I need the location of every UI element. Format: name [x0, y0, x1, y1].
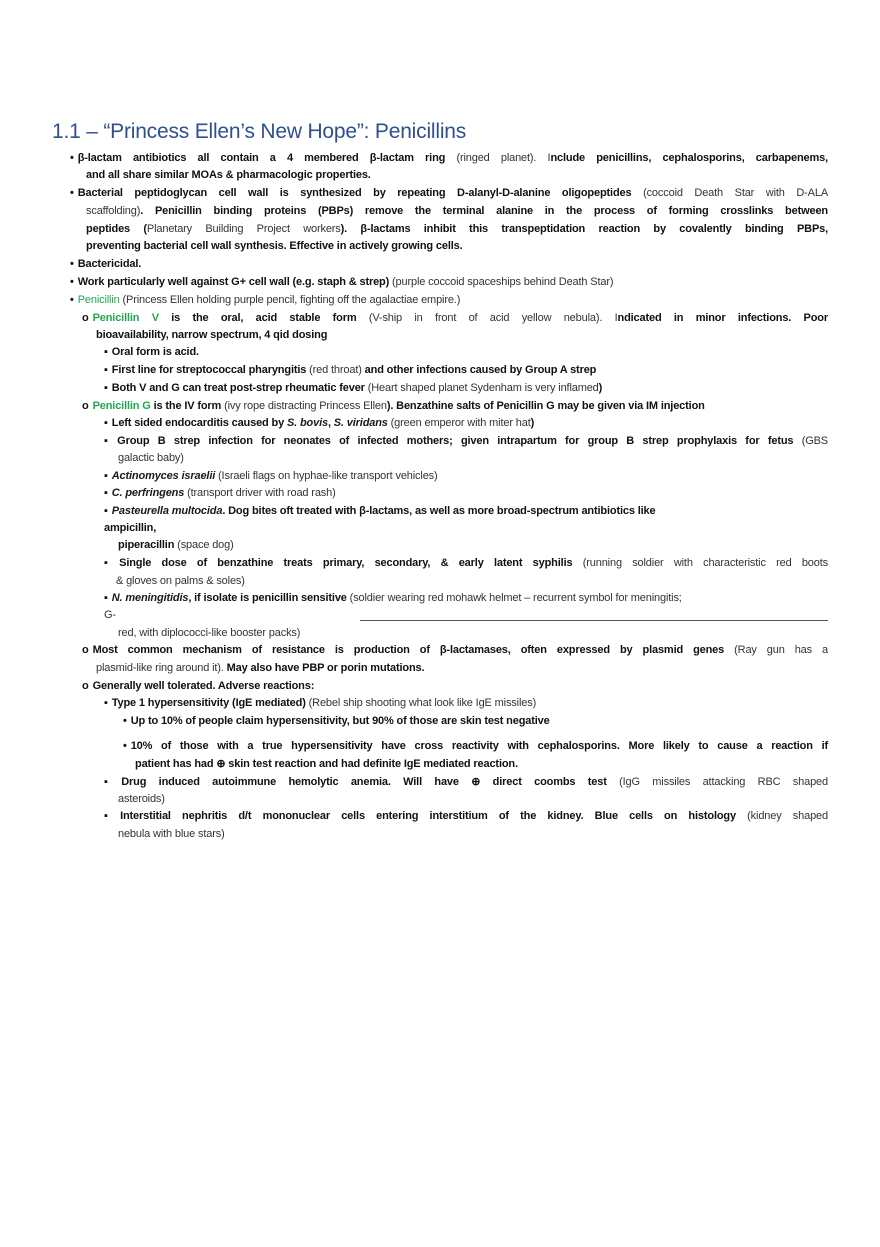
- plain-text: (kidney shaped: [735, 810, 828, 822]
- plain-text: (Rebel ship shooting what look like IgE missiles): [305, 697, 537, 709]
- text-line: [86, 168, 371, 183]
- bold-text: ): [598, 382, 603, 394]
- text-line: [96, 661, 424, 676]
- list-marker: •: [123, 715, 127, 727]
- text-line: [118, 451, 184, 466]
- plain-text: Planetary Building Project workers: [146, 223, 341, 235]
- bold-text: 10% of those with a true hypersensitivity have cross reactivity with cephalosporins. More likely to cause a reaction if: [130, 740, 828, 752]
- plain-text: (GBS: [793, 435, 828, 447]
- list-marker: ▪: [104, 557, 116, 569]
- list-marker: ▪: [104, 592, 108, 604]
- list-marker: ▪: [104, 697, 108, 709]
- bold-text: Interstitial nephritis d/t mononuclear cells entering interstitium of the kidney. Blue cells on histology: [120, 810, 736, 822]
- list-marker: •: [70, 294, 74, 306]
- text-line: [118, 538, 234, 553]
- plain-text: (transport driver with road rash): [184, 487, 336, 499]
- bold-text: Generally well tolerated. Adverse reactions:: [92, 680, 315, 692]
- text-line: [104, 521, 156, 536]
- plain-text: (Princess Ellen holding purple pencil, fighting off the agalactiae empire.): [119, 294, 461, 306]
- list-marker: •: [70, 152, 74, 164]
- text-line: [118, 792, 165, 807]
- list-marker: o: [82, 400, 89, 412]
- plain-text: plasmid-like ring around it).: [96, 662, 227, 674]
- bold-text: , if isolate is penicillin sensitive: [188, 592, 347, 604]
- bold-text: Left sided endocarditis caused by: [111, 417, 287, 429]
- bold-text: . Penicillin binding proteins (PBPs) remove the terminal alanine in the process of forming crosslinks between: [140, 205, 828, 217]
- plain-text: (soldier wearing red mohawk helmet – recurrent symbol for meningitis;: [346, 592, 682, 604]
- list-marker: o: [82, 312, 89, 324]
- bold-text: β-lactam antibiotics all contain a 4 membered β-lactam ring: [77, 152, 446, 164]
- bold-text: is the IV form: [150, 400, 222, 412]
- plain-text: (Heart shaped planet Sydenham is very inflamed: [364, 382, 599, 394]
- text-line: [104, 696, 536, 711]
- list-marker: •: [70, 276, 74, 288]
- plain-text: (IgG missiles attacking RBC shaped: [606, 776, 828, 788]
- drug-name: Penicillin G: [92, 400, 151, 412]
- list-marker: ▪: [104, 417, 108, 429]
- text-line: [104, 556, 828, 571]
- bold-text: Single dose of benzathine treats primary, secondary, & early latent syphilis: [119, 557, 573, 569]
- bold-text: Group B strep infection for neonates of infected mothers; given intrapartum for group B strep prophylaxis for fetus: [117, 435, 794, 447]
- text-line: [135, 757, 518, 772]
- list-marker: o: [82, 680, 89, 692]
- italic-term: C. perfringens: [111, 487, 185, 499]
- plain-text: (Israeli flags on hyphae-like transport vehicles): [215, 470, 438, 482]
- plain-text: (V-ship in front of acid yellow nebula). I: [356, 312, 618, 324]
- bold-text: and all share similar MOAs & pharmacologic properties.: [86, 169, 371, 181]
- text-line: [104, 775, 828, 790]
- list-marker: •: [70, 258, 74, 270]
- text-line: [70, 293, 460, 308]
- plain-text: G-: [104, 609, 116, 621]
- plain-text: galactic baby): [118, 452, 184, 464]
- plain-text: asteroids): [118, 793, 165, 805]
- plain-text: (Ray gun has a: [724, 644, 828, 656]
- bold-text: Bactericidal.: [77, 258, 142, 270]
- list-marker: ▪: [104, 810, 117, 822]
- text-line: [118, 626, 300, 641]
- bold-text: is the oral, acid stable form: [158, 312, 357, 324]
- bold-text: Both V and G can treat post-strep rheumatic fever: [111, 382, 365, 394]
- bold-text: . Dog bites oft treated with β-lactams, as well as more broad-spectrum antibiotics like: [222, 505, 656, 517]
- text-line: [118, 827, 225, 842]
- bold-text: ). Benzathine salts of Penicillin G may be given via IM injection: [386, 400, 705, 412]
- list-marker: o: [82, 644, 89, 656]
- bold-text: Up to 10% of people claim hypersensitivity, but 90% of those are skin test negative: [130, 715, 550, 727]
- bold-text: Oral form is acid.: [111, 346, 199, 358]
- text-line: [82, 311, 828, 326]
- italic-term: Actinomyces israelii: [111, 470, 216, 482]
- text-line: [104, 416, 534, 431]
- drug-name: Penicillin: [77, 294, 120, 306]
- bold-text: Work particularly well against G+ cell wall (e.g. staph & strep): [77, 276, 390, 288]
- horizontal-rule: [360, 620, 828, 621]
- plain-text: (red throat): [306, 364, 362, 376]
- bold-text: Drug induced autoimmune hemolytic anemia. Will have ⊕ direct coombs test: [121, 776, 607, 788]
- text-line: [82, 643, 828, 658]
- text-line: [104, 504, 655, 519]
- bold-text: and other infections caused by Group A strep: [361, 364, 597, 376]
- bold-text: Bacterial peptidoglycan cell wall is synthesized by repeating D-alanyl-D-alanine oligopeptides: [77, 187, 632, 199]
- text-line: [82, 399, 705, 414]
- bold-text: ampicillin,: [104, 522, 157, 534]
- text-line: [104, 608, 116, 623]
- text-line: [70, 151, 828, 166]
- bold-text: ). β-lactams inhibit this transpeptidation reaction by covalently binding PBPs,: [340, 223, 829, 235]
- text-line: [104, 809, 828, 824]
- list-marker: ▪: [104, 776, 118, 788]
- drug-name: Penicillin V: [92, 312, 159, 324]
- bold-text: piperacillin: [118, 539, 175, 551]
- text-line: [104, 469, 438, 484]
- plain-text: (running soldier with characteristic red boots: [572, 557, 828, 569]
- text-line: [123, 739, 828, 754]
- bold-text: ndicated in minor infections. Poor: [617, 312, 828, 324]
- text-line: [104, 591, 682, 606]
- text-line: [86, 204, 828, 219]
- text-line: [86, 222, 828, 237]
- list-marker: ▪: [104, 470, 108, 482]
- bold-text: nclude penicillins, cephalosporins, carbapenems,: [550, 152, 828, 164]
- bold-text: First line for streptococcal pharyngitis: [111, 364, 307, 376]
- bold-text: bioavailability, narrow spectrum, 4 qid dosing: [96, 329, 328, 341]
- text-line: [104, 434, 828, 449]
- text-line: [104, 363, 596, 378]
- italic-term: Pasteurella multocida: [111, 505, 223, 517]
- text-line: [70, 186, 828, 201]
- plain-text: red, with diplococci-like booster packs): [118, 627, 301, 639]
- list-marker: ▪: [104, 435, 114, 447]
- bold-text: Type 1 hypersensitivity (IgE mediated): [111, 697, 306, 709]
- plain-text: (purple coccoid spaceships behind Death Star): [389, 276, 614, 288]
- text-line: [70, 275, 613, 290]
- text-line: [86, 239, 463, 254]
- list-marker: •: [123, 740, 127, 752]
- italic-term: N. meningitidis: [111, 592, 189, 604]
- text-line: [70, 257, 141, 272]
- text-line: [104, 345, 199, 360]
- text-line: [104, 486, 336, 501]
- list-marker: ▪: [104, 487, 108, 499]
- bold-text: preventing bacterial cell wall synthesis. Effective in actively growing cells.: [86, 240, 463, 252]
- plain-text: nebula with blue stars): [118, 828, 225, 840]
- list-marker: ▪: [104, 505, 108, 517]
- plain-text: (space dog): [174, 539, 234, 551]
- bold-text: May also have PBP or porin mutations.: [226, 662, 425, 674]
- plain-text: (ringed planet). I: [445, 152, 551, 164]
- plain-text: (ivy rope distracting Princess Ellen: [221, 400, 387, 412]
- text-line: [116, 574, 245, 589]
- plain-text: (green emperor with miter hat: [387, 417, 531, 429]
- list-marker: ▪: [104, 382, 108, 394]
- plain-text: scaffolding): [86, 205, 141, 217]
- bold-text: peptides (: [86, 223, 147, 235]
- italic-term: S. bovis: [286, 417, 328, 429]
- plain-text: (coccoid Death Star with D-ALA: [631, 187, 829, 199]
- bold-text: ): [530, 417, 535, 429]
- bold-text: ,: [327, 417, 334, 429]
- text-line: [82, 679, 314, 694]
- italic-term: S. viridans: [333, 417, 388, 429]
- list-marker: ▪: [104, 346, 108, 358]
- plain-text: & gloves on palms & soles): [116, 575, 245, 587]
- text-line: [104, 381, 602, 396]
- list-marker: •: [70, 187, 74, 199]
- bold-text: patient has had ⊕ skin test reaction and had definite IgE mediated reaction.: [135, 758, 518, 770]
- text-line: [96, 328, 327, 343]
- list-marker: ▪: [104, 364, 108, 376]
- section-title: 1.1 – “Princess Ellen’s New Hope”: Penicillins: [52, 120, 467, 143]
- bold-text: Most common mechanism of resistance is production of β-lactamases, often expressed by plasmid genes: [92, 644, 725, 656]
- text-line: [123, 714, 550, 729]
